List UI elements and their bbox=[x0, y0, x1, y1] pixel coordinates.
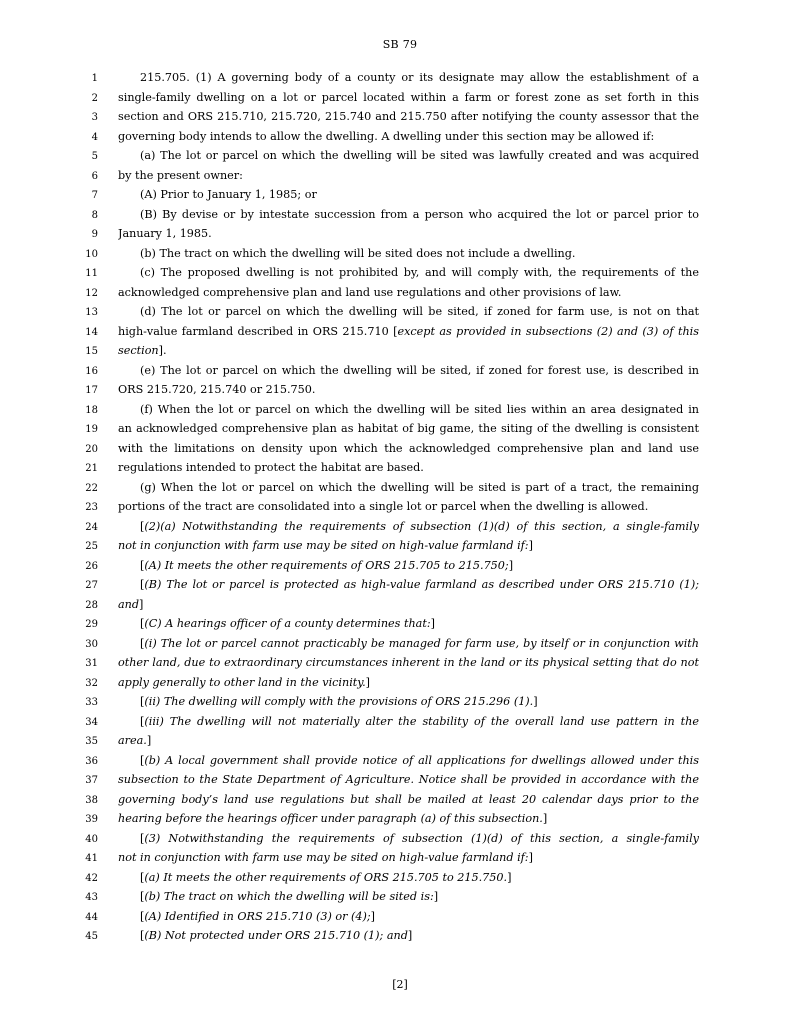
line-number: 30 bbox=[85, 638, 98, 650]
text-line bbox=[0, 205, 800, 225]
text-run: January 1, 1985. bbox=[118, 227, 212, 240]
text-run: (b) The tract on which the dwelling will be sited does not include a dwelling. bbox=[140, 246, 576, 260]
line-number: 31 bbox=[85, 658, 98, 669]
text-run: (a) The lot or parcel on which the dwelling will be sited was lawfully created and was acquired bbox=[140, 149, 699, 162]
text-run: [ bbox=[140, 578, 145, 591]
text-run: ] bbox=[507, 870, 512, 884]
line-text bbox=[140, 205, 699, 225]
text-run: (B) By devise or by intestate succession from a person who acquired the lot or parcel prior to bbox=[140, 207, 699, 221]
line-text bbox=[118, 458, 699, 478]
text-line bbox=[0, 575, 800, 595]
deleted-text: (A) It meets the other requirements of ORS 215.705 to 215.750; bbox=[144, 558, 509, 572]
text-line bbox=[0, 439, 800, 459]
text-line bbox=[0, 107, 800, 127]
line-text bbox=[118, 439, 699, 459]
text-run: ] bbox=[370, 909, 376, 923]
text-run: ] bbox=[430, 617, 435, 630]
line-text bbox=[140, 829, 699, 849]
line-text bbox=[140, 926, 699, 946]
line-number: 37 bbox=[85, 775, 98, 786]
line-text bbox=[118, 127, 699, 147]
line-text bbox=[140, 907, 699, 927]
line-number: 9 bbox=[91, 229, 98, 240]
text-line bbox=[0, 263, 800, 283]
deleted-text: area. bbox=[118, 734, 147, 747]
line-text bbox=[140, 185, 699, 205]
line-text bbox=[140, 146, 699, 166]
text-line bbox=[0, 127, 800, 147]
line-number: 41 bbox=[85, 853, 98, 864]
text-run: ] bbox=[139, 597, 144, 611]
text-line bbox=[0, 146, 800, 166]
text-run: governing body intends to allow the dwelling. A dwelling under this section may be allowed if: bbox=[118, 129, 655, 143]
line-number: 44 bbox=[85, 911, 98, 923]
text-run: [ bbox=[140, 617, 145, 630]
line-number: 13 bbox=[85, 307, 98, 318]
line-number: 23 bbox=[85, 502, 98, 513]
text-line bbox=[0, 829, 800, 849]
text-run: [ bbox=[140, 695, 145, 708]
line-text bbox=[140, 556, 699, 576]
text-line bbox=[0, 68, 800, 88]
line-text bbox=[118, 166, 699, 186]
text-run: ORS 215.720, 215.740 or 215.750. bbox=[118, 383, 316, 396]
deleted-text: (C) A hearings officer of a county determines that: bbox=[144, 617, 431, 630]
text-run: (f) When the lot or parcel on which the dwelling will be sited lies within an area designated in bbox=[140, 402, 699, 416]
deleted-text: (i) The lot or parcel cannot practicably be managed for farm use, by itself or in conjunction with bbox=[144, 636, 699, 650]
line-text bbox=[118, 536, 699, 556]
line-text bbox=[118, 497, 699, 517]
deleted-text: (b) The tract on which the dwelling will be sited is: bbox=[144, 890, 434, 903]
line-text bbox=[140, 712, 699, 732]
text-line bbox=[0, 185, 800, 205]
text-line bbox=[0, 341, 800, 361]
line-number: 40 bbox=[85, 833, 98, 845]
text-run: ] bbox=[433, 890, 439, 903]
text-run: ] bbox=[528, 539, 533, 552]
deleted-text: section bbox=[118, 344, 159, 357]
text-line bbox=[0, 809, 800, 829]
text-run: [ bbox=[140, 831, 145, 845]
line-text bbox=[118, 107, 699, 127]
text-line bbox=[0, 497, 800, 517]
deleted-text: other land, due to extraordinary circumstances inherent in the land or its physical setting that do not bbox=[118, 656, 699, 669]
text-run: ] bbox=[533, 695, 538, 708]
text-run: with the limitations on density upon which the acknowledged comprehensive plan and land use bbox=[118, 441, 699, 455]
statute-text bbox=[0, 68, 800, 946]
deleted-text: (3) Notwithstanding the requirements of subsection (1)(d) of this section, a single-family bbox=[144, 831, 699, 845]
text-run: [ bbox=[140, 714, 145, 728]
line-text bbox=[140, 517, 699, 537]
text-run: [ bbox=[140, 929, 145, 942]
text-line bbox=[0, 224, 800, 244]
line-number: 11 bbox=[85, 268, 98, 279]
line-number: 17 bbox=[85, 385, 98, 396]
line-text bbox=[118, 770, 699, 790]
text-line bbox=[0, 458, 800, 478]
line-number: 39 bbox=[85, 814, 98, 825]
line-number: 1 bbox=[91, 73, 98, 84]
line-number: 20 bbox=[85, 443, 98, 455]
text-line bbox=[0, 907, 800, 927]
line-number: 43 bbox=[85, 892, 98, 903]
text-line bbox=[0, 868, 800, 888]
line-number: 5 bbox=[91, 151, 98, 162]
deleted-text: except as provided in subsections (2) and (3) of this bbox=[397, 324, 699, 338]
line-number: 14 bbox=[85, 326, 98, 338]
line-text bbox=[118, 88, 699, 108]
deleted-text: and bbox=[118, 597, 140, 611]
line-number: 32 bbox=[85, 677, 98, 689]
text-run: portions of the tract are consolidated into a single lot or parcel when the dwelling is allowed. bbox=[118, 500, 649, 513]
text-line bbox=[0, 848, 800, 868]
text-line bbox=[0, 653, 800, 673]
text-run: 215.705. (1) A governing body of a county or its designate may allow the establishment of a bbox=[140, 71, 699, 84]
deleted-text: hearing before the hearings officer under paragraph (a) of this subsection. bbox=[118, 812, 543, 825]
text-run: [ bbox=[140, 636, 145, 650]
line-text bbox=[118, 341, 699, 361]
line-number: 2 bbox=[91, 92, 98, 104]
text-run: high-value farmland described in ORS 215.710 [ bbox=[118, 324, 398, 338]
text-run: section and ORS 215.710, 215.720, 215.740 and 215.750 after notifying the county assessor that the bbox=[118, 110, 699, 123]
line-text bbox=[140, 244, 699, 264]
text-run: [ bbox=[140, 519, 145, 533]
text-line bbox=[0, 595, 800, 615]
line-text bbox=[118, 809, 699, 829]
deleted-text: apply generally to other land in the vicinity. bbox=[118, 675, 366, 689]
line-text bbox=[140, 614, 699, 634]
text-line bbox=[0, 419, 800, 439]
line-number: 45 bbox=[85, 931, 98, 942]
text-line bbox=[0, 322, 800, 342]
deleted-text: not in conjunction with farm use may be sited on high-value farmland if: bbox=[118, 851, 529, 864]
line-number: 26 bbox=[85, 560, 98, 572]
text-line bbox=[0, 536, 800, 556]
text-run: [ bbox=[140, 870, 145, 884]
line-number: 12 bbox=[85, 287, 98, 299]
line-text bbox=[140, 400, 699, 420]
line-number: 15 bbox=[85, 346, 98, 357]
text-run: ] bbox=[407, 929, 413, 942]
text-run: ] bbox=[528, 851, 533, 864]
line-text bbox=[140, 887, 699, 907]
line-number: 28 bbox=[85, 599, 98, 611]
line-number: 18 bbox=[85, 404, 98, 416]
page-header: SB 79 bbox=[382, 38, 418, 51]
line-number: 19 bbox=[85, 424, 98, 435]
line-text bbox=[118, 673, 699, 693]
text-line bbox=[0, 88, 800, 108]
line-text bbox=[118, 595, 699, 615]
text-run: ] bbox=[508, 558, 514, 572]
line-number: 27 bbox=[85, 580, 98, 591]
text-run: ] bbox=[365, 675, 371, 689]
text-run: ]. bbox=[158, 344, 167, 357]
line-number: 6 bbox=[91, 170, 98, 182]
line-text bbox=[140, 868, 699, 888]
text-line bbox=[0, 673, 800, 693]
line-text bbox=[118, 283, 699, 303]
text-line bbox=[0, 400, 800, 420]
text-line bbox=[0, 751, 800, 771]
text-line bbox=[0, 790, 800, 810]
line-text bbox=[118, 322, 699, 342]
line-number: 21 bbox=[85, 463, 98, 474]
line-text bbox=[140, 634, 699, 654]
text-line bbox=[0, 692, 800, 712]
text-run: (g) When the lot or parcel on which the dwelling will be sited is part of a tract, the remaining bbox=[140, 480, 699, 494]
line-number: 25 bbox=[85, 541, 98, 552]
text-run: [ bbox=[140, 909, 145, 923]
line-number: 4 bbox=[91, 131, 98, 143]
line-text bbox=[118, 790, 699, 810]
line-number: 16 bbox=[85, 365, 98, 377]
text-line bbox=[0, 556, 800, 576]
text-run: (A) Prior to January 1, 1985; or bbox=[140, 188, 317, 201]
text-run: [ bbox=[140, 558, 145, 572]
text-line bbox=[0, 887, 800, 907]
text-run: (e) The lot or parcel on which the dwelling will be sited, if zoned for forest use, is described in bbox=[140, 363, 699, 377]
line-number: 36 bbox=[85, 755, 98, 767]
deleted-text: (b) A local government shall provide notice of all applications for dwellings allowed under this bbox=[144, 753, 699, 767]
line-number: 35 bbox=[85, 736, 98, 747]
deleted-text: (A) Identified in ORS 215.710 (3) or (4); bbox=[144, 909, 371, 923]
text-line bbox=[0, 712, 800, 732]
line-text bbox=[118, 653, 699, 673]
text-run: [ bbox=[140, 753, 145, 767]
page-number: [2] bbox=[392, 978, 408, 991]
line-text bbox=[140, 692, 699, 712]
text-line bbox=[0, 380, 800, 400]
text-run: an acknowledged comprehensive plan as habitat of big game, the siting of the dwelling is consistent bbox=[118, 422, 699, 435]
text-line bbox=[0, 926, 800, 946]
line-text bbox=[118, 380, 699, 400]
text-run: acknowledged comprehensive plan and land use regulations and other provisions of law. bbox=[118, 285, 622, 299]
deleted-text: governing body’s land use regulations but shall be mailed at least 20 calendar days prior to the bbox=[118, 792, 699, 806]
text-line bbox=[0, 731, 800, 751]
line-text bbox=[140, 302, 699, 322]
line-text bbox=[118, 224, 699, 244]
text-line bbox=[0, 478, 800, 498]
text-line bbox=[0, 361, 800, 381]
text-line bbox=[0, 614, 800, 634]
text-line bbox=[0, 166, 800, 186]
text-run: ] bbox=[542, 812, 548, 825]
line-text bbox=[140, 263, 699, 283]
line-number: 33 bbox=[85, 697, 98, 708]
deleted-text: (ii) The dwelling will comply with the provisions of ORS 215.296 (1). bbox=[144, 695, 534, 708]
text-line bbox=[0, 244, 800, 264]
text-run: [ bbox=[140, 890, 145, 903]
line-text bbox=[118, 731, 699, 751]
line-number: 42 bbox=[85, 872, 98, 884]
deleted-text: (B) Not protected under ORS 215.710 (1); and bbox=[144, 929, 408, 942]
deleted-text: subsection to the State Department of Agriculture. Notice shall be provided in accordance with the bbox=[118, 773, 699, 786]
line-number: 8 bbox=[91, 209, 98, 221]
line-text bbox=[118, 848, 699, 868]
text-run: (d) The lot or parcel on which the dwelling will be sited, if zoned for farm use, is not on that bbox=[140, 305, 699, 318]
deleted-text: not in conjunction with farm use may be sited on high-value farmland if: bbox=[118, 539, 529, 552]
text-run: (c) The proposed dwelling is not prohibited by, and will comply with, the requirements of the bbox=[140, 266, 699, 279]
line-number: 22 bbox=[85, 482, 98, 494]
line-number: 29 bbox=[85, 619, 98, 630]
line-text bbox=[140, 478, 699, 498]
line-text bbox=[118, 419, 699, 439]
deleted-text: (iii) The dwelling will not materially alter the stability of the overall land use pattern in the bbox=[144, 714, 699, 728]
text-run: single-family dwelling on a lot or parcel located within a farm or forest zone as set forth in this bbox=[118, 90, 699, 104]
text-run: regulations intended to protect the habitat are based. bbox=[118, 461, 424, 474]
text-line bbox=[0, 517, 800, 537]
line-text bbox=[140, 361, 699, 381]
line-number: 24 bbox=[85, 521, 98, 533]
line-number: 34 bbox=[85, 716, 98, 728]
text-line bbox=[0, 634, 800, 654]
deleted-text: (a) It meets the other requirements of ORS 215.705 to 215.750. bbox=[144, 870, 508, 884]
text-run: by the present owner: bbox=[118, 168, 243, 182]
text-run: ] bbox=[146, 734, 152, 747]
line-number: 7 bbox=[91, 190, 98, 201]
line-number: 38 bbox=[85, 794, 98, 806]
deleted-text: (B) The lot or parcel is protected as high-value farmland as described under ORS 215.710 (1); bbox=[144, 578, 699, 591]
line-number: 3 bbox=[91, 112, 98, 123]
deleted-text: (2)(a) Notwithstanding the requirements of subsection (1)(d) of this section, a single-family bbox=[144, 519, 699, 533]
line-text bbox=[140, 68, 699, 88]
line-text bbox=[140, 751, 699, 771]
line-number: 10 bbox=[85, 248, 98, 260]
line-text bbox=[140, 575, 699, 595]
text-line bbox=[0, 283, 800, 303]
text-line bbox=[0, 770, 800, 790]
text-line bbox=[0, 302, 800, 322]
